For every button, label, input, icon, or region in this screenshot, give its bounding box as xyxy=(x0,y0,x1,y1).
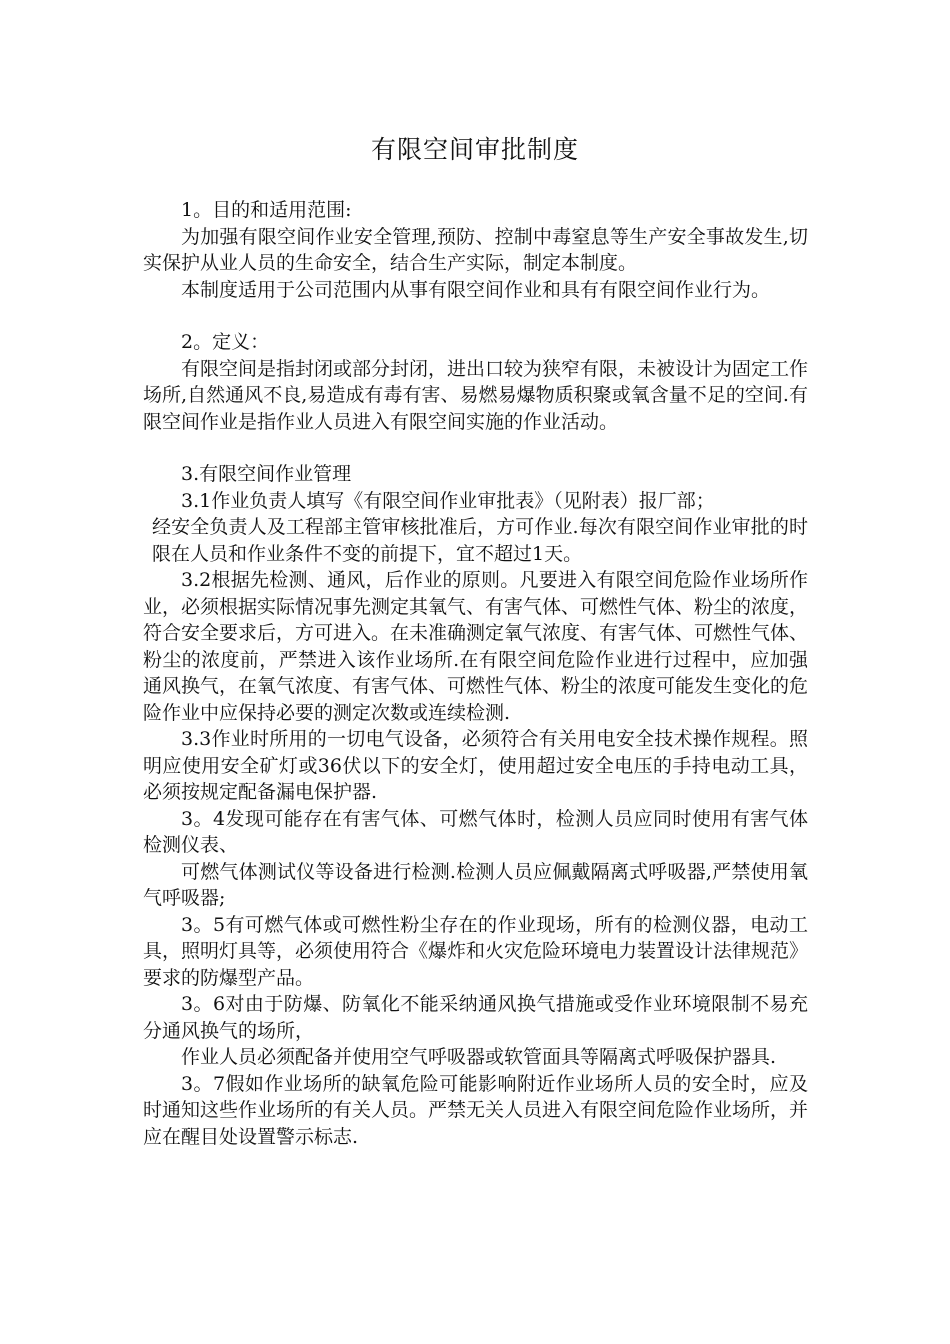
paragraph-scope: 本制度适用于公司范围内从事有限空间作业和具有有限空间作业行为。 xyxy=(181,278,771,301)
paragraph-purpose: 为加强有限空间作业安全管理,预防、控制中毒窒息等生产安全事故发生,切实保护从业人员的生命安全，结合生产实际，制定本制度。 xyxy=(143,225,808,274)
paragraph-3-1: 3.1作业负责人填写《有限空间作业审批表》（见附表）报厂部； xyxy=(181,489,715,512)
paragraph-3-5: 3。5有可燃气体或可燃性粉尘存在的作业现场，所有的检测仪器，电动工具，照明灯具等，必须使用符合《爆炸和火灾危险环境电力装置设计法律规范》要求的防爆型产品。 xyxy=(143,913,809,989)
paragraph-3-4-continued: 可燃气体测试仪等设备进行检测.检测人员应佩戴隔离式呼吸器,严禁使用氧气呼吸器; xyxy=(143,860,808,909)
document-title: 有限空间审批制度 xyxy=(370,135,579,164)
paragraph-3-6: 3。6对由于防爆、防氧化不能采纳通风换气措施或受作业环境限制不易充分通风换气的场所， xyxy=(143,993,808,1042)
document-body xyxy=(143,197,808,1150)
paragraph-3-2: 3.2根据先检测、通风，后作业的原则。凡要进入有限空间危险作业场所作业，必须根据实际情况事先测定其氧气、有害气体、可燃性气体、粉尘的浓度，符合安全要求后，方可进入。在未准确测定氧气浓度、有害气体、可燃性气体、粉尘的浓度前，严禁进入该作业场所.在有限空间危险作业进行过程中，应加强通风换气，在氧气浓度、有害气体、可燃性气体、粉尘的浓度可能发生变化的危险作业中应保持必要的测定次数或连续检测. xyxy=(143,569,809,724)
paragraph-3-3: 3.3作业时所用的一切电气设备，必须符合有关用电安全技术操作规程。照明应使用安全矿灯或36伏以下的安全灯，使用超过安全电压的手持电动工具，必须按规定配备漏电保护器. xyxy=(143,728,808,803)
section-heading-purpose: 1。目的和适用范围: xyxy=(181,199,352,221)
paragraph-definition: 有限空间是指封闭或部分封闭，进出口较为狭窄有限，未被设计为固定工作场所,自然通风不良,易造成有毒有害、易燃易爆物质积聚或氧含量不足的空间.有限空间作业是指作业人员进入有限空间实施的作业活动。 xyxy=(143,357,809,433)
paragraph-3-4: 3。4发现可能存在有害气体、可燃气体时，检测人员应同时使用有害气体检测仪表、 xyxy=(143,807,808,856)
section-heading-management: 3.有限空间作业管理 xyxy=(181,463,352,485)
paragraph-3-6-continued: 作业人员必须配备并使用空气呼吸器或软管面具等隔离式呼吸保护器具. xyxy=(181,1046,777,1068)
paragraph-3-7: 3。7假如作业场所的缺氧危险可能影响附近作业场所人员的安全时，应及时通知这些作业场所的有关人员。严禁无关人员进入有限空间危险作业场所，并应在醒目处设置警示标志. xyxy=(143,1072,809,1148)
paragraph-3-1-continued: 经安全负责人及工程部主管审核批准后，方可作业.每次有限空间作业审批的时限在人员和作业条件不变的前提下，宜不超过1天。 xyxy=(152,516,808,565)
section-heading-definition: 2。定义： xyxy=(181,331,270,353)
